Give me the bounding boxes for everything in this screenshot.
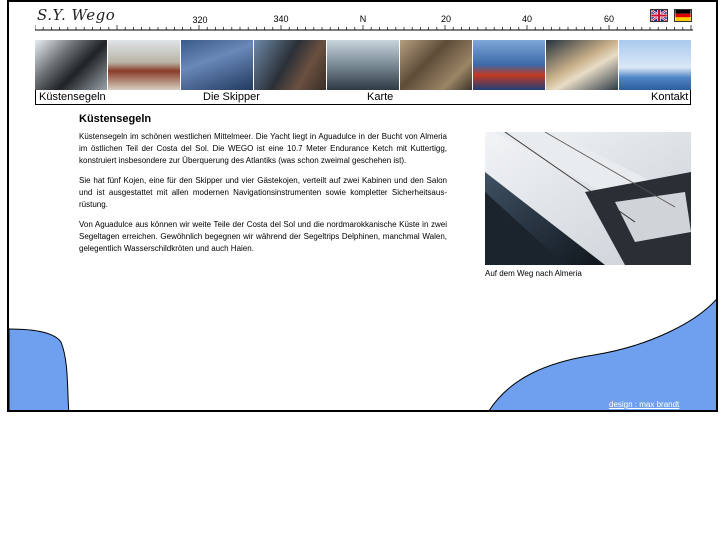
compass-label-n: N — [359, 14, 367, 24]
paragraph-trips: Von Aguadulce aus können wir weite Teile der Costa del Sol und die nordmarokkanische Küste in zwei Segeltagen erreichen. Gewöhnlich begegnen wir während der Segeltrips Delphinen, manchmal Walen, gelegentlich Wasserschildkröten und auch Haien. — [79, 220, 447, 253]
compass-label-340: 340 — [273, 14, 289, 24]
nav-kuestensegeln[interactable]: Küstensegeln — [39, 91, 106, 103]
compass-label-60: 60 — [603, 14, 615, 24]
photo-sailing-deck — [35, 40, 108, 90]
nav-kontakt[interactable]: Kontakt — [651, 91, 689, 103]
photo-red-hull — [473, 40, 546, 90]
photo-marina — [327, 40, 400, 90]
photo-skipper — [254, 40, 327, 90]
paragraph-intro: Küstensegeln im schönen westlichen Mittelmeer. Die Yacht liegt in Aguadulce in der Bucht von Almeria im östlichen Teil der Costa del Sol. Die WEGO ist eine 10.7 Meter Endurance Ketch mit Kuttertigg, konstruiert insbesondere zur Überquerung des Atlantiks (was schon zweimal geschehen ist). — [79, 132, 447, 165]
photo-deck-rigging — [400, 40, 473, 90]
sea-decoration — [9, 282, 718, 412]
nav-die-skipper[interactable]: Die Skipper — [203, 91, 260, 103]
main-photo-sailing — [485, 132, 691, 265]
main-nav — [39, 91, 690, 105]
main-content — [79, 113, 447, 263]
photo-harbor-boat — [108, 40, 181, 90]
german-flag-icon[interactable] — [674, 9, 692, 22]
photo-anchored-yacht — [619, 40, 691, 90]
photo-strip — [35, 40, 691, 90]
compass-label-320: 320 — [192, 15, 208, 25]
paragraph-cabins: Sie hat fünf Kojen, eine für den Skipper und vier Gästekojen, verteilt auf zwei Kabinen und den Salon und ist ausgestattet mit allen modernen Navigationsinstrumenten sowie kompletter Sicherheitsaus- rüstung. — [79, 176, 447, 209]
site-logo[interactable]: S.Y. Wego — [37, 6, 116, 24]
design-credit-link[interactable]: design : max brandt — [609, 400, 680, 409]
compass-label-20: 20 — [440, 14, 452, 24]
uk-flag-icon[interactable] — [650, 9, 668, 22]
nav-karte[interactable]: Karte — [367, 91, 394, 103]
page-frame — [7, 0, 718, 412]
compass-ruler — [35, 7, 693, 37]
photo-sea — [181, 40, 254, 90]
photo-boat-aerial — [546, 40, 619, 90]
compass-label-40: 40 — [521, 14, 533, 24]
photo-caption: Auf dem Weg nach Almeria — [485, 269, 582, 278]
page-title: Küstensegeln — [79, 113, 152, 125]
